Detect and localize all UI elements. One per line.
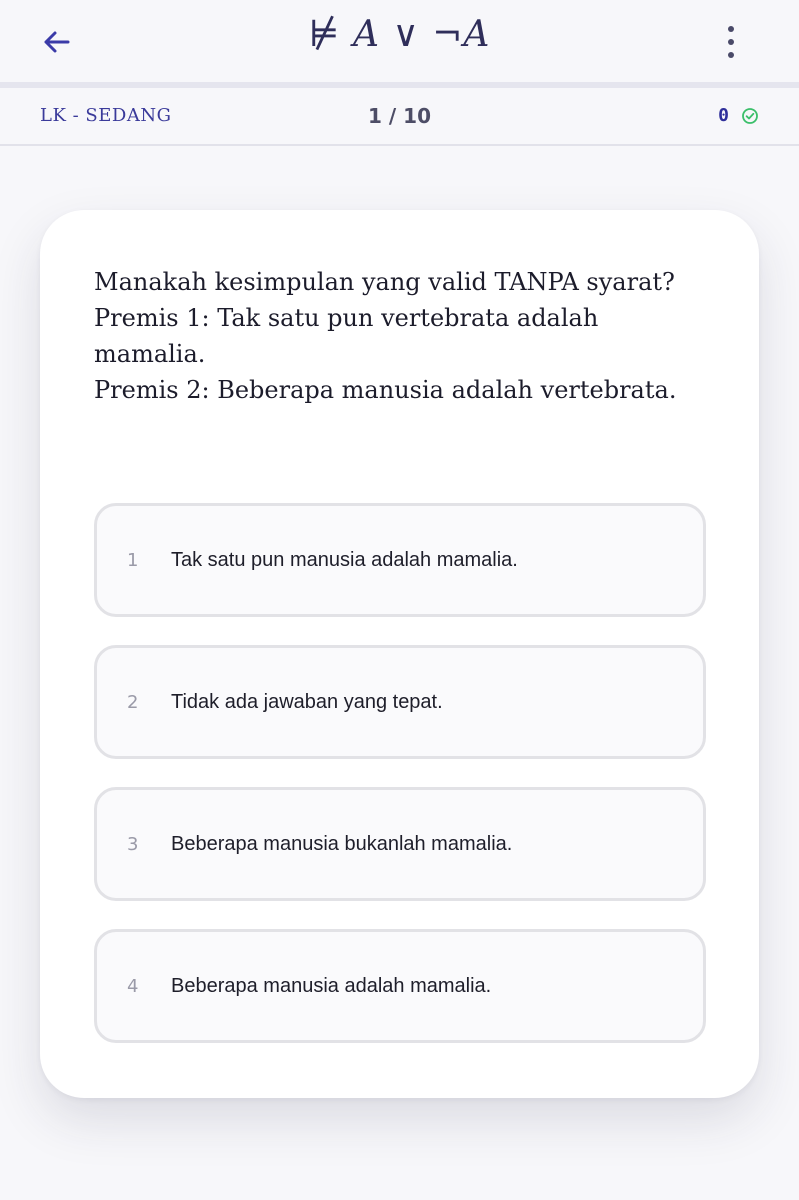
question-card (40, 210, 759, 1098)
question-text: Manakah kesimpulan yang valid TANPA syarat? Premis 1: Tak satu pun vertebrata adalah mamalia. Premis 2: Beberapa manusia adalah vertebrata. (94, 268, 677, 404)
answer-option-4[interactable] (94, 929, 706, 1043)
option-label: Beberapa manusia bukanlah mamalia. (171, 832, 513, 855)
option-number: 3 (127, 833, 139, 855)
option-number: 1 (127, 549, 139, 571)
score-value: 0 (718, 105, 729, 126)
option-label: Tidak ada jawaban yang tepat. (171, 690, 443, 713)
more-menu-button[interactable] (723, 26, 739, 58)
more-vertical-icon (728, 26, 734, 32)
option-number: 2 (127, 691, 139, 713)
level-label: LK - SEDANG (40, 105, 172, 126)
not-models-symbol: ⊭ (308, 14, 341, 55)
answer-option-1[interactable] (94, 503, 706, 617)
option-label: Tak satu pun manusia adalah mamalia. (171, 548, 518, 571)
answer-option-2[interactable] (94, 645, 706, 759)
or-symbol: ∨ (392, 14, 420, 55)
top-app-bar (0, 0, 799, 82)
option-number: 4 (127, 975, 139, 997)
quiz-status-bar (0, 88, 799, 146)
score-display (718, 105, 759, 126)
option-label: Beberapa manusia adalah mamalia. (171, 974, 492, 997)
not-symbol: ¬ (432, 14, 464, 55)
app-title (0, 14, 799, 55)
check-circle-icon (741, 107, 759, 125)
question-progress: 1 / 10 (368, 104, 431, 128)
title-variable: A (463, 14, 491, 55)
answer-option-3[interactable] (94, 787, 706, 901)
title-variable: A (352, 14, 380, 55)
